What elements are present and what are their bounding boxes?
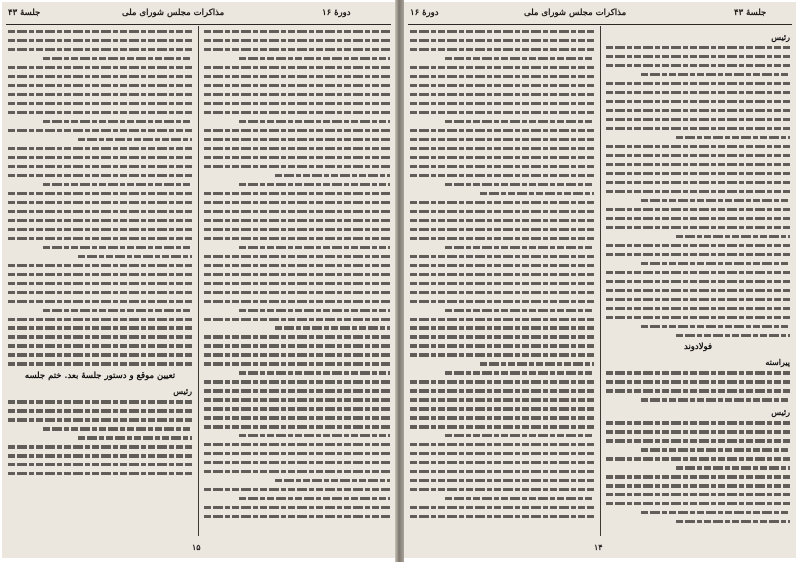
text-line [8,30,192,33]
text-line [606,475,790,478]
right-page-folio: ۱۴ [594,542,603,552]
text-line [204,425,390,428]
text-line [410,488,594,491]
text-line [410,470,594,473]
text-line [676,466,790,469]
text-line [204,362,390,365]
left-page-folio: ۱۵ [192,542,201,552]
text-line [204,255,390,258]
text-line [410,111,594,114]
text-line [8,66,192,69]
text-line [606,100,790,103]
text-line [606,109,790,112]
text-line [8,273,192,276]
text-line [676,334,790,337]
text-line [641,325,790,328]
text-line [239,434,390,437]
text-line [445,120,594,123]
text-line [239,371,390,374]
text-line [410,398,594,401]
text-line [8,48,192,51]
text-line [204,461,390,464]
text-line [410,461,594,464]
text-line [8,75,192,78]
text-line [8,282,192,285]
text-line [204,75,390,78]
text-line [410,66,594,69]
left-page-column-left [8,30,192,535]
text-line [410,165,594,168]
text-line [641,448,790,451]
text-line [43,57,192,60]
text-line [641,73,790,76]
text-line [8,237,192,240]
text-line [641,511,790,514]
text-line [606,163,790,166]
text-line [8,454,192,457]
text-line [204,138,390,141]
text-line [204,165,390,168]
text-line [410,84,594,87]
text-line [8,318,192,321]
text-line [204,515,390,518]
text-line [410,335,594,338]
text-line [410,138,594,141]
text-line [410,515,594,518]
text-line [239,309,390,312]
text-line [606,271,790,274]
text-line [204,84,390,87]
text-line [8,344,192,347]
text-line [480,362,594,365]
text-line [8,335,192,338]
text-line [410,416,594,419]
text-line [204,318,390,321]
text-line [8,210,192,213]
text-line [445,183,594,186]
text-line [410,147,594,150]
text-line [410,156,594,159]
text-line [606,371,790,374]
text-line [204,30,390,33]
text-line [8,264,192,267]
text-line [8,102,192,105]
text-line [204,219,390,222]
text-line [275,479,390,482]
text-line [445,309,594,312]
right-page-column-right [606,30,790,535]
text-line [480,192,594,195]
text-line [204,291,390,294]
text-line [606,389,790,392]
text-line [410,300,594,303]
text-line [8,326,192,329]
text-line [204,201,390,204]
text-line [8,93,192,96]
text-line [204,452,390,455]
text-line [606,439,790,442]
text-line [606,307,790,310]
text-line [445,497,594,500]
text-line [239,246,390,249]
text-line [204,147,390,150]
text-line [204,264,390,267]
text-line [410,201,594,204]
right-page [404,2,796,558]
text-line [43,427,192,430]
text-line [204,300,390,303]
text-line [410,318,594,321]
text-line [8,362,192,365]
right-column-rule [600,26,601,536]
text-line [410,506,594,509]
text-line [606,82,790,85]
text-line [445,371,594,374]
text-line [239,57,390,60]
text-line [204,380,390,383]
text-line [606,493,790,496]
text-line [8,445,192,448]
text-line [410,479,594,482]
text-line [8,201,192,204]
text-line [606,172,790,175]
text-line [676,235,790,238]
text-line [204,407,390,410]
text-line [410,75,594,78]
text-line [204,129,390,132]
text-line [204,443,390,446]
text-line [606,226,790,229]
text-line [606,316,790,319]
text-line [78,255,192,258]
right-page-speaker-3: رئیس [771,407,790,418]
text-line [410,291,594,294]
text-line [676,520,790,523]
text-line [204,39,390,42]
text-line [8,165,192,168]
text-line [204,102,390,105]
right-page-period: دورهٔ ۱۶ [410,8,439,18]
text-line [410,344,594,347]
text-line [204,282,390,285]
text-line [410,255,594,258]
text-line [606,430,790,433]
text-line [410,443,594,446]
text-line [606,208,790,211]
text-line [410,425,594,428]
book-gutter [395,0,404,562]
text-line [8,291,192,294]
text-line [410,237,594,240]
right-page-speaker-1: رئیس [771,32,790,42]
text-line [8,409,192,412]
text-line [410,174,594,177]
text-line [606,118,790,121]
text-line [43,309,192,312]
text-line [78,138,192,141]
text-line [239,497,390,500]
left-page-section-title: تعیین موقع و دستور جلسهٔ بعد. ختم جلسه [24,371,176,382]
text-line [676,136,790,139]
text-line [204,48,390,51]
left-column-rule [198,26,199,536]
left-header-rule [6,24,391,25]
text-line [410,264,594,267]
text-line [410,228,594,231]
text-line [641,262,790,265]
right-page-speaker-2: پیراسته [765,357,790,368]
text-line [8,400,192,403]
text-line [204,335,390,338]
text-line [8,192,192,195]
text-line [410,389,594,392]
left-page [2,2,395,558]
text-line [204,506,390,509]
text-line [8,463,192,466]
right-page-title: مذاکرات مجلس شورای ملی [524,8,627,18]
text-line [606,457,790,460]
text-line [239,120,390,123]
text-line [606,280,790,283]
text-line [8,129,192,132]
text-line [204,93,390,96]
text-line [606,217,790,220]
left-page-speaker: رئیس [173,386,192,397]
text-line [204,488,390,491]
text-line [410,380,594,383]
text-line [8,174,192,177]
text-line [204,353,390,356]
right-page-column-left [410,30,594,535]
text-line [410,452,594,455]
text-line [204,470,390,473]
text-line [204,156,390,159]
text-line [606,289,790,292]
left-page-session: جلسهٔ ۴۳ [8,8,41,18]
text-line [606,55,790,58]
text-line [410,129,594,132]
text-line [8,300,192,303]
text-line [204,237,390,240]
text-line [445,246,594,249]
text-line [204,416,390,419]
text-line [239,183,390,186]
text-line [410,326,594,329]
text-line [606,380,790,383]
text-line [8,156,192,159]
text-line [410,219,594,222]
text-line [606,244,790,247]
text-line [606,145,790,148]
text-line [8,418,192,421]
text-line [606,190,790,193]
text-line [204,210,390,213]
text-line [410,93,594,96]
text-line [606,91,790,94]
left-page-title: مذاکرات مجلس شورای ملی [122,8,225,18]
text-line [606,127,790,130]
text-line [8,353,192,356]
text-line [606,46,790,49]
text-line [606,298,790,301]
text-line [8,219,192,222]
text-line [641,199,790,202]
text-line [8,84,192,87]
text-line [204,111,390,114]
text-line [204,192,390,195]
left-page-period: دورهٔ ۱۶ [322,8,351,18]
text-line [8,111,192,114]
text-line [445,434,594,437]
text-line [204,344,390,347]
text-line [410,282,594,285]
text-line [606,154,790,157]
text-line [445,57,594,60]
text-line [78,436,192,439]
text-line [8,228,192,231]
text-line [410,39,594,42]
text-line [606,64,790,67]
text-line [410,102,594,105]
text-line [410,30,594,33]
text-line [8,472,192,475]
text-line [410,273,594,276]
right-page-session: جلسهٔ ۴۳ [734,8,767,18]
text-line [204,66,390,69]
text-line [204,228,390,231]
text-line [641,398,790,401]
text-line [606,421,790,424]
text-line [410,353,594,356]
text-line [8,39,192,42]
text-line [43,120,192,123]
text-line [606,181,790,184]
text-line [204,273,390,276]
text-line [8,147,192,150]
text-line [204,389,390,392]
text-line [410,48,594,51]
text-line [204,398,390,401]
text-line [606,253,790,256]
text-line [606,484,790,487]
text-line [410,210,594,213]
text-line [410,407,594,410]
left-page-column-right [204,30,390,535]
text-line [43,246,192,249]
right-header-rule [408,24,792,25]
text-line [43,183,192,186]
text-line [606,502,790,505]
right-page-section-title: فولادوند [683,342,713,353]
text-line [275,326,390,329]
text-line [275,174,390,177]
